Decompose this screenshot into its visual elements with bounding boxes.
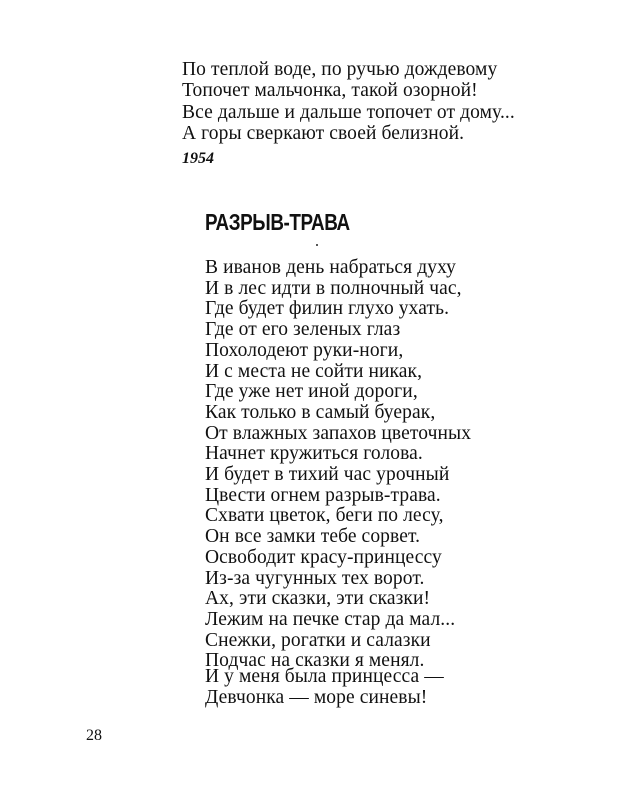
poem-line: Где от его зеленых глаз (205, 319, 401, 341)
poem-year: 1954 (182, 150, 214, 167)
poem-line: Из-за чугунных тех ворот. (205, 567, 425, 589)
poem-line: В иванов день набраться духу (205, 257, 457, 278)
poem-line: Похолодеют руки-ноги, (205, 339, 404, 361)
poem-line: Освободит красу-принцессу (205, 546, 442, 568)
poem-line: И будет в тихий час урочный (205, 464, 450, 486)
page-number: 28 (86, 727, 102, 744)
poem-title: РАЗРЫВ-ТРАВА (205, 209, 350, 235)
poem-line: Девчонка — море синевы! (205, 687, 428, 708)
poem-line: Подчас на сказки я менял. (205, 650, 425, 672)
poem-line: Он все замки тебе сорвет. (205, 526, 421, 548)
poem-line: Снежки, рогатки и салазки (205, 629, 431, 651)
poem-line: Цвести огнем разрыв-трава. (205, 484, 441, 506)
poem-line: Как только в самый буерак, (205, 401, 436, 423)
poem-line: Где уже нет иной дороги, (205, 381, 418, 403)
poem-line: Все дальше и дальше топочет от дому... (182, 101, 515, 123)
previous-poem-ending (182, 59, 602, 144)
poem-line: По теплой воде, по ручью дождевому (182, 59, 498, 80)
poem-line: И с места не сойти никак, (205, 360, 423, 382)
poem-line: От влажных запахов цветочных (205, 422, 472, 444)
poem-line: А горы сверкают своей белизной. (182, 122, 465, 144)
poem-final-stanza (205, 666, 605, 708)
poem-body (205, 258, 605, 672)
poem-line: Лежим на печке стар да мал... (205, 608, 456, 630)
poem-line: Схвати цветок, беги по лесу, (205, 505, 444, 527)
decorative-dot (316, 244, 318, 246)
poem-line: И у меня была принцесса — (205, 666, 444, 687)
poem-line: Начнет кружиться голова. (205, 443, 423, 465)
poem-line: И в лес идти в полночный час, (205, 277, 462, 299)
poem-line: Ах, эти сказки, эти сказки! (205, 588, 431, 610)
poem-line: Топочет мальчонка, такой озорной! (182, 80, 478, 102)
poem-line: Где будет филин глухо ухать. (205, 298, 450, 320)
